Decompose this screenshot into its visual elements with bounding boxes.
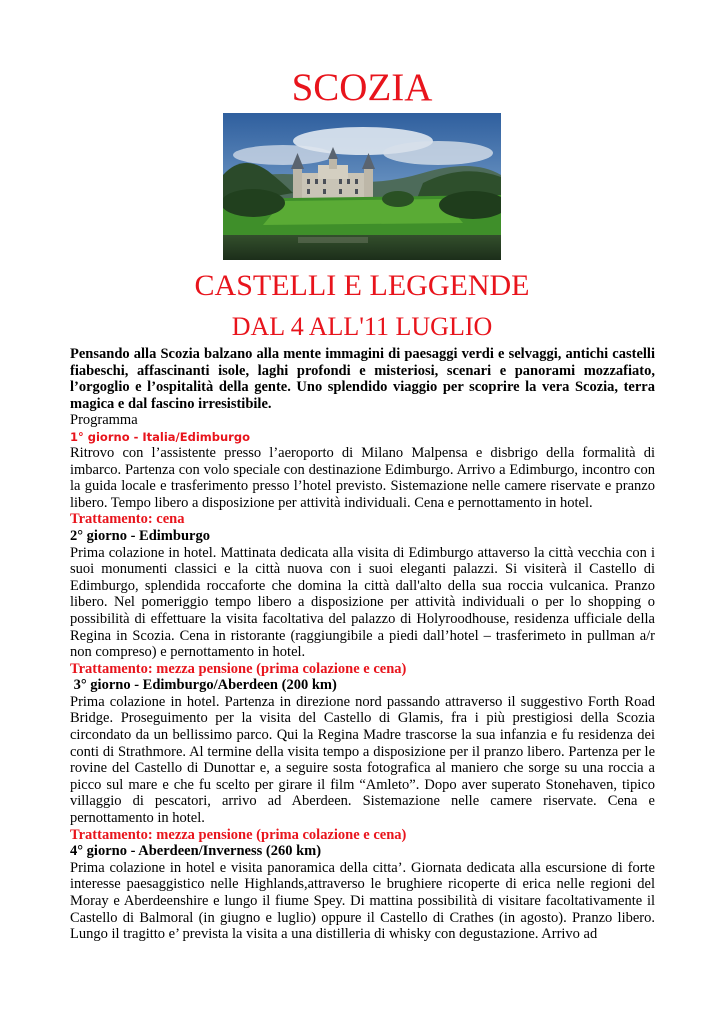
day-4-text: Prima colazione in hotel e visita panoramica della citta’. Giornata dedicata alla escursione di forte interesse paesaggistico nelle Highlands,attraverso le brughiere ricoperte di erica nelle regioni del Moray e Aberdeenshire e lungo il fiume Spey. Di mattina possibilità di visitare facoltativamente il Castello di Balmoral (in giugno e luglio) oppure il Castello di Crathes (in agosto). Pranzo libero. Lungo il tragitto e’ prevista la visita a una distilleria di whisky con degustazione. Arrivo ad <box>70 859 655 943</box>
day-2-treatment: Trattamento: mezza pensione (prima colazione e cena) <box>70 660 407 677</box>
day-2-text: Prima colazione in hotel. Mattinata dedicata alla visita di Edimburgo attaverso la città vecchia con i suoi monumenti classici e la città nuova con i suoi eleganti palazzi. Si visiterà il Castello di Edimburgo, splendida roccaforte che domina la città dall'alto della sua roccia vulcanica. Pranzo libero. Nel pomeriggio tempo libero a disposizione per attività individuali o per lo shopping o possibilità di effettuare la visita facoltativa del palazzo di Holyroodhouse, residenza ufficiale della Regina in Scozia. Cena in ristorante (raggiungibile a piedi dall’hotel – trasferimeto in pullman a/r non compreso) e pernottamento in hotel. <box>70 544 655 661</box>
page-subtitle: CASTELLI E LEGGENDE <box>194 269 530 302</box>
day-4-heading: 4° giorno - Aberdeen/Inverness (260 km) <box>70 843 322 860</box>
day-2-heading: 2° giorno - Edimburgo <box>70 527 210 544</box>
day-3-text: Prima colazione in hotel. Partenza in direzione nord passando attraverso il suggestivo Forth Road Bridge. Proseguimento per la visita del Castello di Glamis, fra i più prestigiosi della Scozia circondato da un bellissimo parco. Qui la Regina Madre trascorse la sua infanzia e fu residenza dei conti di Strathmore. Al termine della visita tempo a disposizione per il pranzo libero. Partenza per le rovine del Castello di Dunottar e, a seguire sosta fotografica al maniero che sorge su una roccia a picco sul mare e che fu scelto per girare il film “Amleto”. Dopo aver superato Stonehaven, tipico villaggio di pescatori, arrivo ad Aberdeen. Sistemazione nelle camere riservate. Cena e pernottamento in hotel. <box>70 693 655 827</box>
day-3-treatment: Trattamento: mezza pensione (prima colazione e cena) <box>70 826 407 843</box>
intro-paragraph: Pensando alla Scozia balzano alla mente immagini di paesaggi verdi e selvaggi, antichi castelli fiabeschi, affascinanti isole, laghi profondi e misteriosi, scenari e panorami mozzafiato, l’orgoglio e l’ospitalità della gente. Uno splendido viaggio per scoprire la vera Scozia, terra magica e dal fascino irresistibile. <box>70 346 655 412</box>
itinerary-body <box>70 346 655 943</box>
castle-photo <box>223 113 501 260</box>
day-1-treatment: Trattamento: cena <box>70 511 185 528</box>
page-title: SCOZIA <box>291 66 433 109</box>
day-1-text: Ritrovo con l’assistente presso l’aeroporto di Milano Malpensa e disbrigo della formalità di imbarco. Partenza con volo speciale con destinazione Edimburgo. Arrivo a Edimburgo, incontro con la guida locale e trasferimento presso l’hotel previsto. Sistemazione nelle camere riservate e pranzo libero. Tempo libero a disposizione per attività individuali. Cena e pernottamento in hotel. <box>70 444 655 511</box>
day-1-heading: 1° giorno - Italia/Edimburgo <box>70 429 250 444</box>
programma-label: Programma <box>70 412 138 429</box>
day-3-heading: 3° giorno - Edimburgo/Aberdeen (200 km) <box>70 677 337 694</box>
travel-dates: DAL 4 ALL'11 LUGLIO <box>231 312 493 341</box>
